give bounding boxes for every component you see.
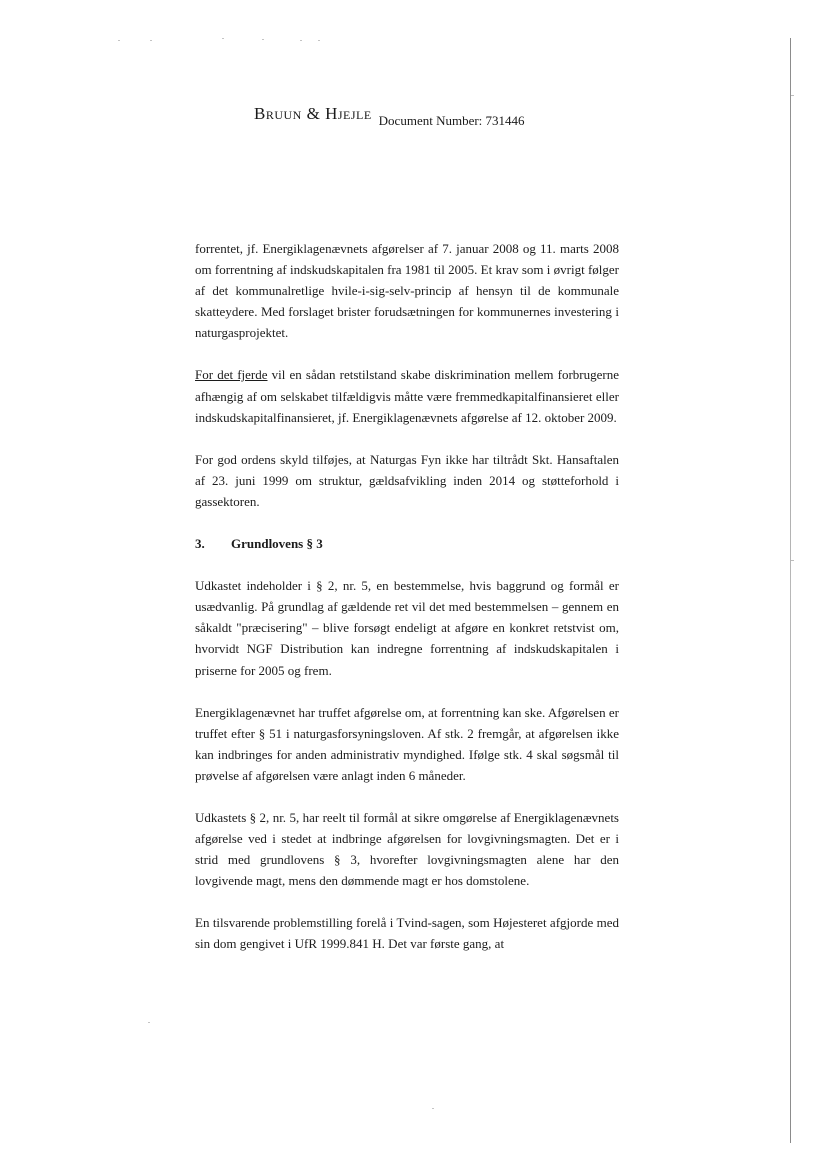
document-body (195, 238, 619, 976)
letterhead (254, 104, 525, 128)
paragraph-lead: For det fjerde (195, 367, 268, 383)
scan-speck (300, 40, 302, 41)
scan-speck (118, 40, 120, 41)
scan-speck (318, 40, 320, 41)
paragraph: forrentet, jf. Energiklagenævnets afgørelser af 7. januar 2008 og 11. marts 2008 om forrentning af indskudskapitalen fra 1981 til 2005. Et krav som i øvrigt følger af det kommunalretlige hvile-i-sig-selv-princip af hensyn til de kommunale skatteydere. Med forslaget brister forudsætningen for kommunernes investering i naturgasprojektet. (195, 241, 619, 341)
scan-speck (150, 40, 152, 41)
paragraph: Udkastet indeholder i § 2, nr. 5, en bestemmelse, hvis baggrund og formål er usædvanlig. På grundlag af gældende ret vil det med bestemmelsen – gennem en såkaldt "præcisering" – blive forsøgt endeligt at afgøre en konkret retstvist om, hvorvidt NGF Distribution kan indregne forrentning af indskudskapitalen i priserne for 2005 og frem. (195, 578, 619, 678)
section-number: 3. (195, 536, 205, 552)
paragraph: En tilsvarende problemstilling forelå i Tvind-sagen, som Højesteret afgjorde med sin dom gengivet i UfR 1999.841 H. Det var første gang, at (195, 915, 619, 952)
scan-edge-line (790, 38, 791, 1143)
section-heading (195, 533, 619, 554)
section-title: Grundlovens § 3 (231, 536, 323, 552)
scan-mark (791, 95, 794, 96)
paragraph: For god ordens skyld tilføjes, at Naturgas Fyn ikke har tiltrådt Skt. Hansaftalen af 23. juni 1999 om struktur, gældsafvikling inden 2014 og støtteforhold i gassektoren. (195, 451, 619, 509)
scan-speck (432, 1108, 434, 1109)
paragraph: Energiklagenævnet har truffet afgørelse om, at forrentning kan ske. Afgørelsen er truffet efter § 51 i naturgasforsyningsloven. Af stk. 2 fremgår, at afgørelsen ikke kan indbringes for anden administrativ myndighed. Ifølge stk. 4 skal søgsmål til prøvelse af afgørelsen være anlagt inden 6 måneder. (195, 704, 619, 783)
scan-speck (262, 39, 264, 40)
scan-speck (222, 38, 224, 39)
paragraph (195, 364, 619, 427)
scan-speck (148, 1022, 150, 1023)
firm-name: Bruun & Hjejle (254, 104, 372, 123)
scan-mark (791, 560, 794, 561)
paragraph: Udkastets § 2, nr. 5, har reelt til formål at sikre omgørelse af Energiklagenævnets afgørelse ved i stedet at indbringe afgørelsen for lovgivningsmagten. Det er i strid med grundlovens § 3, hvorefter lovgivningsmagten alene har den lovgivende magt, mens den dømmende magt er hos domstolene. (195, 809, 619, 889)
paragraph-text: vil en sådan retstilstand skabe diskrimination mellem forbrugerne afhængig af om selskabet tilfældigvis måtte være fremmedkapitalfinansieret eller indskudskapitalfinansieret, jf. Energiklagenævnets afgørelse af 12. oktober 2009. (195, 367, 619, 425)
document-number: Document Number: 731446 (378, 113, 525, 128)
